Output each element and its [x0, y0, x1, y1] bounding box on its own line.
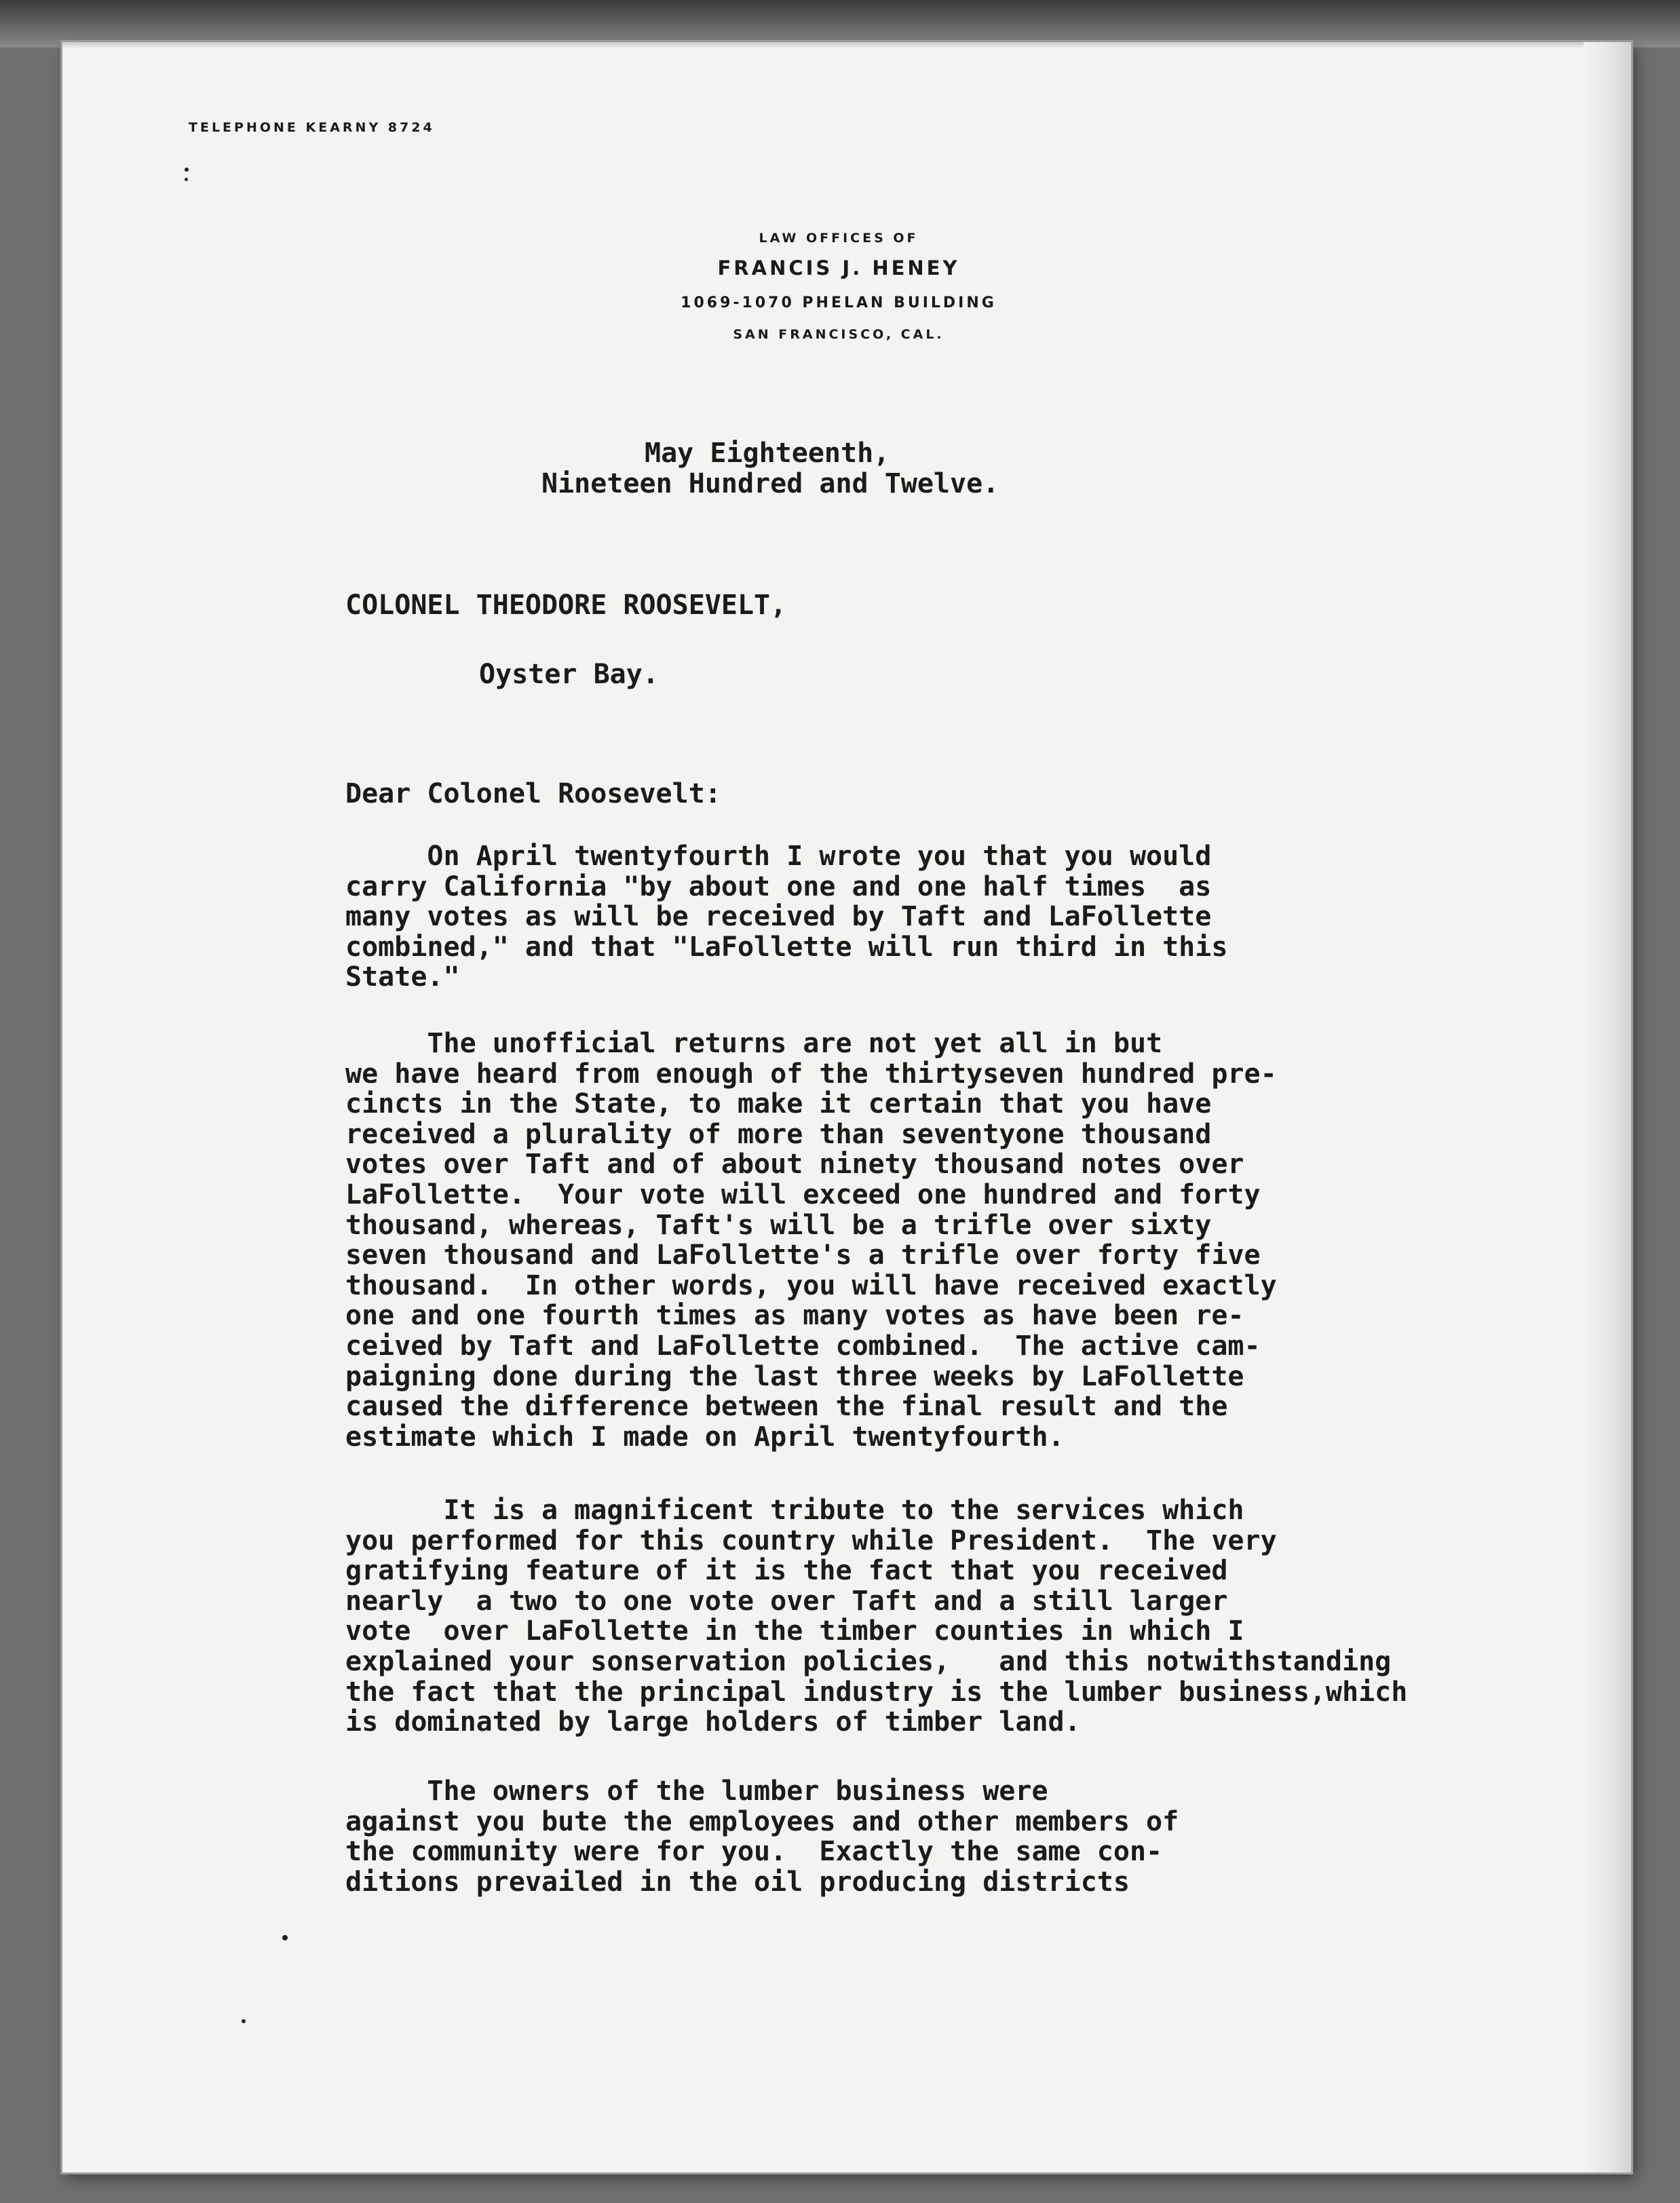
ink-speck — [185, 178, 188, 181]
paragraph-line: carry California "by about one and one half times as — [345, 870, 1212, 902]
scan-background — [0, 0, 1680, 47]
paragraph-line: nearly a two to one vote over Taft and a still larger — [345, 1585, 1228, 1617]
paragraph-line: ditions prevailed in the oil producing districts — [345, 1866, 1130, 1898]
paragraph-line: many votes as will be received by Taft and LaFollette — [345, 901, 1212, 933]
paragraph-line: ceived by Taft and LaFollette combined. The active cam- — [345, 1330, 1261, 1362]
paragraph-line: the fact that the principal industry is the lumber business,which — [345, 1676, 1408, 1708]
paragraph-1 — [345, 841, 1227, 993]
paragraph-line: thousand, whereas, Taft's will be a trifle over sixty — [345, 1209, 1212, 1241]
paragraph-line: gratifying feature of it is the fact that you received — [345, 1555, 1228, 1587]
paragraph-line: seven thousand and LaFollette's a trifle over forty five — [345, 1240, 1261, 1271]
paragraph-line: The owners of the lumber business were — [345, 1776, 1048, 1807]
letter-content — [62, 42, 1631, 2172]
paragraph-line: vote over LaFollette in the timber counties in which I — [345, 1615, 1244, 1647]
paragraph-line: we have heard from enough of the thirtyseven hundred pre- — [345, 1058, 1277, 1090]
paragraph-line: paigning done during the last three weeks by LaFollette — [345, 1360, 1244, 1392]
paragraph-2 — [345, 1029, 1277, 1452]
paragraph-line: received a plurality of more than seventyone thousand — [345, 1118, 1212, 1150]
ink-speck — [282, 1935, 288, 1940]
paragraph-line: State." — [345, 961, 460, 993]
letterhead-building: 1069-1070 PHELAN BUILDING — [681, 294, 997, 311]
paragraph-line: On April twentyfourth I wrote you that you would — [345, 841, 1212, 872]
letterhead-telephone: TELEPHONE KEARNY 8724 — [189, 120, 435, 135]
paragraph-line: cincts in the State, to make it certain that you have — [345, 1088, 1212, 1120]
letter-page — [62, 42, 1631, 2172]
ink-speck — [242, 2019, 246, 2023]
date-line-1: May Eighteenth, — [645, 438, 890, 469]
paragraph-line: thousand. In other words, you will have received exactly — [345, 1269, 1277, 1301]
letterhead-city: SAN FRANCISCO, CAL. — [733, 327, 944, 342]
paragraph-3 — [345, 1495, 1407, 1738]
paragraph-line: is dominated by large holders of timber land. — [345, 1706, 1081, 1738]
recipient-name: COLONEL THEODORE ROOSEVELT, — [345, 590, 787, 621]
recipient-place: Oyster Bay. — [479, 659, 659, 690]
date-line-2: Nineteen Hundred and Twelve. — [541, 467, 999, 499]
paragraph-line: against you bute the employees and other members of — [345, 1805, 1179, 1837]
paragraph-line: LaFollette. Your vote will exceed one hundred and forty — [345, 1179, 1261, 1210]
paragraph-line: votes over Taft and of about ninety thousand notes over — [345, 1149, 1244, 1181]
paragraph-line: the community were for you. Exactly the same con- — [345, 1836, 1163, 1868]
paragraph-line: caused the difference between the final result and the — [345, 1391, 1228, 1423]
paragraph-line: explained your sonservation policies, and this notwithstanding — [345, 1645, 1392, 1677]
salutation: Dear Colonel Roosevelt: — [345, 778, 721, 809]
paragraph-line: It is a magnificent tribute to the services which — [345, 1495, 1244, 1526]
letter-date — [541, 438, 999, 499]
letterhead-law-offices: LAW OFFICES OF — [759, 231, 919, 246]
paragraph-4 — [345, 1776, 1179, 1897]
paragraph-line: one and one fourth times as many votes as have been re- — [345, 1300, 1244, 1332]
letterhead-name: FRANCIS J. HENEY — [717, 256, 960, 280]
ink-speck — [185, 168, 189, 172]
paragraph-line: estimate which I made on April twentyfourth. — [345, 1421, 1065, 1453]
paragraph-line: you performed for this country while President. The very — [345, 1525, 1277, 1556]
paragraph-line: The unofficial returns are not yet all in but — [345, 1028, 1163, 1059]
paragraph-line: combined," and that "LaFollette will run third in this — [345, 931, 1228, 963]
